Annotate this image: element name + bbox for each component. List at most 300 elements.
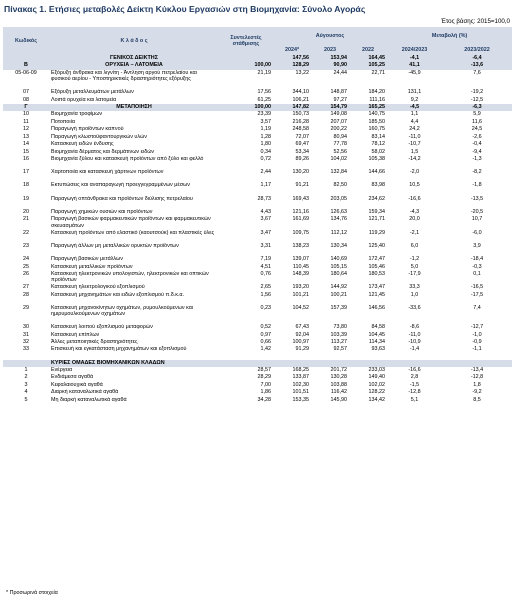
row-code: 21 (3, 216, 49, 229)
row-change-2023-2022: -1,1 (442, 346, 512, 359)
row-value-2023: 97,27 (311, 96, 349, 103)
row-weight: 0,23 (219, 305, 273, 324)
row-value-2023: 134,76 (311, 216, 349, 229)
row-value-2024: 91,29 (273, 346, 311, 359)
row-weight: 1,17 (219, 182, 273, 195)
table-row (3, 324, 512, 331)
row-change-2023-2022: -12,5 (442, 96, 512, 103)
table-row (3, 195, 512, 208)
row-code: 29 (3, 305, 49, 324)
header-2022: 2022 (349, 46, 387, 55)
row-value-2023: 104,02 (311, 155, 349, 168)
row-label: Κατασκευή λοιπού εξοπλισμού μεταφορών (49, 324, 219, 331)
table-row (3, 256, 512, 263)
row-change-2023-2022: 7,6 (442, 70, 512, 89)
row-change-2024-2023: -2,0 (387, 169, 442, 182)
row-label: ΟΡΥΧΕΙΑ – ΛΑΤΟΜΕΙΑ (49, 62, 219, 69)
row-change-2024-2023: -1,5 (387, 381, 442, 388)
row-change-2023-2022: -19,2 (442, 89, 512, 96)
row-value-2024: 13,22 (273, 70, 311, 89)
row-code: 31 (3, 331, 49, 338)
row-value-2023: 140,69 (311, 256, 349, 263)
row-weight: 1,56 (219, 291, 273, 304)
row-weight: 0,97 (219, 331, 273, 338)
row-value-2022: 233,03 (349, 367, 387, 374)
row-value-2023: 180,64 (311, 271, 349, 284)
row-change-2024-2023: -45,9 (387, 70, 442, 89)
row-value-2022: 160,75 (349, 126, 387, 133)
row-value-2024: 89,26 (273, 155, 311, 168)
row-weight: 4,51 (219, 263, 273, 270)
row-weight: 28,29 (219, 374, 273, 381)
row-label: ΓΕΝΙΚΟΣ ΔΕΙΚΤΗΣ (49, 55, 219, 62)
row-label: Διαρκή καταναλωτικά αγαθά (49, 389, 219, 396)
row-label: Βιομηχανία τροφίμων (49, 111, 219, 118)
row-weight: 1,19 (219, 126, 273, 133)
row-label: Βιομηχανία ξύλου και κατασκευή προϊόντων από ξύλο και φελλό (49, 155, 219, 168)
row-value-2022: 125,40 (349, 243, 387, 256)
row-weight: 28,73 (219, 195, 273, 208)
row-change-2024-2023: 1,0 (387, 291, 442, 304)
row-value-2024: 150,73 (273, 111, 311, 118)
row-value-2024: 147,56 (273, 55, 311, 62)
table-row (3, 339, 512, 346)
row-code: 14 (3, 141, 49, 148)
row-code (3, 55, 49, 62)
row-change-2024-2023: 10,5 (387, 182, 442, 195)
row-code: 24 (3, 256, 49, 263)
row-value-2022: 83,98 (349, 182, 387, 195)
row-value-2022: 180,53 (349, 271, 387, 284)
row-value-2022: 83,14 (349, 133, 387, 140)
base-year-note: Έτος βάσης: 2015=100,0 (440, 18, 510, 25)
row-change-2024-2023: -17,9 (387, 271, 442, 284)
row-code: 32 (3, 339, 49, 346)
row-code: 23 (3, 243, 49, 256)
row-change-2024-2023: -11,0 (387, 133, 442, 140)
row-value-2024: 100,97 (273, 339, 311, 346)
row-label: Κεφαλαιουχικά αγαθά (49, 381, 219, 388)
row-value-2024: 109,75 (273, 229, 311, 242)
row-value-2023: 126,63 (311, 209, 349, 216)
row-value-2024: 102,30 (273, 381, 311, 388)
row-weight: 0,72 (219, 155, 273, 168)
table-row (3, 96, 512, 103)
row-value-2022: 159,34 (349, 209, 387, 216)
row-code: 2 (3, 374, 49, 381)
table-row (3, 284, 512, 291)
header-august: Αύγουστος (273, 27, 387, 46)
row-weight: 0,52 (219, 324, 273, 331)
row-code (3, 359, 49, 366)
row-change-2023-2022: 7,4 (442, 305, 512, 324)
table-row (3, 396, 512, 403)
row-label: Παραγωγή κλωστοϋφαντουργικών υλών (49, 133, 219, 140)
row-value-2022: 102,02 (349, 381, 387, 388)
row-value-2022: 165,25 (349, 104, 387, 111)
row-change-2023-2022: -13,6 (442, 62, 512, 69)
row-label: Κατασκευή προϊόντων από ελαστικό (καουτσούκ) και πλαστικές ύλες (49, 229, 219, 242)
row-change-2023-2022: -2,6 (442, 133, 512, 140)
row-change-2023-2022: 1,8 (442, 381, 512, 388)
row-value-2023: 82,50 (311, 182, 349, 195)
row-value-2022: 184,20 (349, 89, 387, 96)
row-value-2023: 130,34 (311, 243, 349, 256)
row-label: Λοιπά ορυχεία και λατομεία (49, 96, 219, 103)
row-value-2022: 146,56 (349, 305, 387, 324)
row-label: Παραγωγή οπτάνθρακα και προϊόντων διύλισης πετρελαίου (49, 195, 219, 208)
header-change: Μεταβολή (%) (387, 27, 512, 46)
row-change-2023-2022: -20,5 (442, 209, 512, 216)
row-value-2022: 119,29 (349, 229, 387, 242)
row-code: 08 (3, 96, 49, 103)
row-weight: 0,66 (219, 339, 273, 346)
row-weight: 4,43 (219, 209, 273, 216)
table-row (3, 126, 512, 133)
row-value-2023: 80,94 (311, 133, 349, 140)
row-value-2022: 121,45 (349, 291, 387, 304)
row-weight: 1,80 (219, 141, 273, 148)
row-value-2022: 185,50 (349, 118, 387, 125)
turnover-table (3, 27, 512, 404)
summary-row (3, 55, 512, 62)
row-label: Μη διαρκή καταναλωτικά αγαθά (49, 396, 219, 403)
header-2024: 2024* (273, 46, 311, 55)
row-code: 12 (3, 126, 49, 133)
row-value-2024: 344,10 (273, 89, 311, 96)
row-change-2023-2022: -17,5 (442, 291, 512, 304)
table-row (3, 305, 512, 324)
row-weight: 61,25 (219, 96, 273, 103)
row-weight: 23,39 (219, 111, 273, 118)
row-value-2023: 116,42 (311, 389, 349, 396)
row-change-2023-2022: -0,9 (442, 339, 512, 346)
row-label: Εξόρυξη μεταλλευμάτων μετάλλων (49, 89, 219, 96)
row-value-2024: 133,87 (273, 374, 311, 381)
row-change-2024-2023: 6,0 (387, 243, 442, 256)
row-code: 30 (3, 324, 49, 331)
row-label: ΚΥΡΙΕΣ ΟΜΑΔΕΣ ΒΙΟΜΗΧΑΝΙΚΩΝ ΚΛΑΔΩΝ (49, 359, 219, 366)
row-value-2022: 58,02 (349, 148, 387, 155)
row-value-2023: 77,78 (311, 141, 349, 148)
row-value-2024: 248,58 (273, 126, 311, 133)
row-code: 17 (3, 169, 49, 182)
row-value-2022: 105,25 (349, 62, 387, 69)
row-change-2023-2022: -12,7 (442, 324, 512, 331)
row-value-2023: 92,57 (311, 346, 349, 359)
row-value-2022: 78,12 (349, 141, 387, 148)
row-value-2022: 84,58 (349, 324, 387, 331)
header-2023: 2023 (311, 46, 349, 55)
row-change-2024-2023: 33,3 (387, 284, 442, 291)
row-value-2023: 203,05 (311, 195, 349, 208)
row-value-2023: 130,28 (311, 374, 349, 381)
table-row (3, 148, 512, 155)
row-code: 05-06-09 (3, 70, 49, 89)
row-value-2024: 92,04 (273, 331, 311, 338)
row-change-2023-2022: 3,9 (442, 243, 512, 256)
row-value-2024: 130,20 (273, 169, 311, 182)
row-code: 13 (3, 133, 49, 140)
row-change-2024-2023: -1,2 (387, 256, 442, 263)
table-row (3, 346, 512, 359)
row-change-2023-2022: -1,3 (442, 155, 512, 168)
row-weight: 100,00 (219, 104, 273, 111)
row-code: 15 (3, 148, 49, 155)
row-value-2023: 24,44 (311, 70, 349, 89)
row-value-2023: 149,08 (311, 111, 349, 118)
row-weight: 7,19 (219, 256, 273, 263)
row-value-2023: 207,07 (311, 118, 349, 125)
row-value-2024: 153,35 (273, 396, 311, 403)
row-value-2022: 121,71 (349, 216, 387, 229)
row-value-2023: 145,90 (311, 396, 349, 403)
row-change-2023-2022: -16,5 (442, 284, 512, 291)
row-change-2023-2022 (442, 359, 512, 366)
row-label: Παραγωγή χημικών ουσιών και προϊόντων (49, 209, 219, 216)
row-label: Παραγωγή βασικών μετάλλων (49, 256, 219, 263)
row-value-2023: 112,12 (311, 229, 349, 242)
row-value-2023: 103,88 (311, 381, 349, 388)
row-code: 4 (3, 389, 49, 396)
table-row (3, 182, 512, 195)
row-weight: 7,00 (219, 381, 273, 388)
row-value-2023: 157,39 (311, 305, 349, 324)
table-row (3, 263, 512, 270)
row-value-2022: 111,16 (349, 96, 387, 103)
row-value-2023: 90,90 (311, 62, 349, 69)
row-value-2023: 200,22 (311, 126, 349, 133)
table-row (3, 271, 512, 284)
row-label: Κατασκευή επίπλων (49, 331, 219, 338)
row-value-2022: 173,47 (349, 284, 387, 291)
row-change-2023-2022: -9,4 (442, 148, 512, 155)
row-weight (219, 55, 273, 62)
row-value-2024: 139,07 (273, 256, 311, 263)
row-value-2022 (349, 359, 387, 366)
row-label: Εκτυπώσεις και αναπαραγωγή προεγγεγραμμένων μέσων (49, 182, 219, 195)
header-branches: Κ λ ά δ ο ς (49, 27, 219, 55)
row-code: 19 (3, 195, 49, 208)
row-value-2024: 148,39 (273, 271, 311, 284)
row-change-2024-2023: -16,6 (387, 195, 442, 208)
row-label: Εξόρυξη άνθρακα και λιγνίτη - Άντληση αργού πετρελαίου και φυσικού αερίου - Υποστηρικτικές δραστηριότητες εξόρυξης (49, 70, 219, 89)
row-change-2023-2022: -6,4 (442, 55, 512, 62)
row-value-2022: 22,71 (349, 70, 387, 89)
row-code: 26 (3, 271, 49, 284)
row-code: 28 (3, 291, 49, 304)
row-weight: 28,57 (219, 367, 273, 374)
table-row (3, 141, 512, 148)
row-code: 10 (3, 111, 49, 118)
row-change-2023-2022: -13,4 (442, 367, 512, 374)
row-label: Παραγωγή προϊόντων καπνού (49, 126, 219, 133)
row-code: 20 (3, 209, 49, 216)
row-weight: 2,65 (219, 284, 273, 291)
row-change-2024-2023: -10,9 (387, 339, 442, 346)
row-value-2022: 140,75 (349, 111, 387, 118)
row-value-2024: 147,82 (273, 104, 311, 111)
row-change-2023-2022: 11,6 (442, 118, 512, 125)
row-weight: 3,57 (219, 118, 273, 125)
row-value-2023: 103,39 (311, 331, 349, 338)
row-change-2023-2022: 10,7 (442, 216, 512, 229)
row-label: Κατασκευή ηλεκτρολογικού εξοπλισμού (49, 284, 219, 291)
row-change-2023-2022: 24,5 (442, 126, 512, 133)
summary-row (3, 104, 512, 111)
row-value-2023: 201,72 (311, 367, 349, 374)
row-value-2024: 193,20 (273, 284, 311, 291)
row-change-2023-2022: -6,3 (442, 104, 512, 111)
table-row (3, 209, 512, 216)
row-value-2022: 144,66 (349, 169, 387, 182)
row-change-2023-2022: -18,4 (442, 256, 512, 263)
table-row (3, 155, 512, 168)
row-code: 16 (3, 155, 49, 168)
row-label: Βιομηχανία δέρματος και δερμάτινων ειδών (49, 148, 219, 155)
row-value-2022: 128,22 (349, 389, 387, 396)
row-weight: 100,00 (219, 62, 273, 69)
table-row (3, 229, 512, 242)
row-change-2024-2023: 1,1 (387, 111, 442, 118)
footnote: * Προσωρινά στοιχεία (6, 590, 58, 596)
row-weight: 3,67 (219, 216, 273, 229)
row-code: 07 (3, 89, 49, 96)
row-label: Χαρτοποιία και κατασκευή χάρτινων προϊόντων (49, 169, 219, 182)
row-change-2024-2023: -11,0 (387, 331, 442, 338)
row-value-2024: 138,23 (273, 243, 311, 256)
header-code: Κωδικός (3, 27, 49, 55)
row-value-2022: 93,63 (349, 346, 387, 359)
row-change-2024-2023: 5,0 (387, 263, 442, 270)
row-value-2022: 104,45 (349, 331, 387, 338)
row-value-2022: 164,45 (349, 55, 387, 62)
row-code: 33 (3, 346, 49, 359)
row-change-2023-2022: -0,3 (442, 263, 512, 270)
row-label: ΜΕΤΑΠΟΙΗΣΗ (49, 104, 219, 111)
table-row (3, 381, 512, 388)
row-label: Παραγωγή άλλων μη μεταλλικών ορυκτών προϊόντων (49, 243, 219, 256)
row-label: Επισκευή και εγκατάσταση μηχανημάτων και εξοπλισμού (49, 346, 219, 359)
row-label: Κατασκευή μεταλλικών προϊόντων (49, 263, 219, 270)
row-value-2024: 69,47 (273, 141, 311, 148)
row-label: Παραγωγή βασικών φαρμακευτικών προϊόντων και φαρμακευτικών σκευασμάτων (49, 216, 219, 229)
row-change-2024-2023: -10,7 (387, 141, 442, 148)
row-label: Κατασκευή ηλεκτρονικών υπολογιστών, ηλεκτρονικών και οπτικών προϊόντων (49, 271, 219, 284)
row-label: Ενέργεια (49, 367, 219, 374)
row-value-2024: 91,21 (273, 182, 311, 195)
group-header-row (3, 359, 512, 366)
row-value-2024: 169,43 (273, 195, 311, 208)
row-code: 3 (3, 381, 49, 388)
row-value-2023 (311, 359, 349, 366)
row-change-2023-2022: -9,2 (442, 389, 512, 396)
row-value-2023: 144,92 (311, 284, 349, 291)
row-value-2022: 234,62 (349, 195, 387, 208)
row-change-2023-2022: -12,8 (442, 374, 512, 381)
row-change-2024-2023: -8,6 (387, 324, 442, 331)
header-weights: Συντελεστές στάθμισης (219, 27, 273, 55)
row-weight: 1,28 (219, 133, 273, 140)
row-value-2023: 113,27 (311, 339, 349, 346)
row-change-2024-2023: 2,8 (387, 374, 442, 381)
row-code: B (3, 62, 49, 69)
row-value-2023: 132,84 (311, 169, 349, 182)
row-change-2024-2023: 131,1 (387, 89, 442, 96)
row-value-2023: 100,21 (311, 291, 349, 304)
table-row (3, 70, 512, 89)
row-code: 25 (3, 263, 49, 270)
row-weight: 17,56 (219, 89, 273, 96)
row-change-2024-2023: 1,5 (387, 148, 442, 155)
row-change-2024-2023: 20,0 (387, 216, 442, 229)
table-row (3, 367, 512, 374)
row-weight: 0,34 (219, 148, 273, 155)
row-value-2024: 128,29 (273, 62, 311, 69)
row-change-2024-2023: -4,1 (387, 55, 442, 62)
table-row (3, 374, 512, 381)
row-label: Κατασκευή μηχανημάτων και ειδών εξοπλισμού π.δ.κ.α. (49, 291, 219, 304)
table-body (3, 55, 512, 404)
row-change-2024-2023: 41,1 (387, 62, 442, 69)
table-row (3, 243, 512, 256)
row-code: 1 (3, 367, 49, 374)
row-value-2022: 105,46 (349, 263, 387, 270)
row-label: Ενδιάμεσα αγαθά (49, 374, 219, 381)
row-change-2024-2023: 24,2 (387, 126, 442, 133)
row-change-2023-2022: -8,2 (442, 169, 512, 182)
row-change-2024-2023: 4,4 (387, 118, 442, 125)
row-value-2023: 148,87 (311, 89, 349, 96)
table-title: Πίνακας 1. Ετήσιες μεταβολές Δείκτη Κύκλου Εργασιών στη Βιομηχανία: Σύνολο Αγοράς (4, 4, 366, 14)
header-change-2023-2022: 2023/2022 (442, 46, 512, 55)
table-row (3, 331, 512, 338)
row-value-2023: 153,94 (311, 55, 349, 62)
row-label: Άλλες μεταποιητικές δραστηριότητες (49, 339, 219, 346)
row-value-2023: 154,79 (311, 104, 349, 111)
row-value-2024: 216,28 (273, 118, 311, 125)
row-weight: 3,47 (219, 229, 273, 242)
table-row (3, 133, 512, 140)
row-change-2024-2023: -4,3 (387, 209, 442, 216)
row-weight: 21,19 (219, 70, 273, 89)
row-change-2024-2023: -1,4 (387, 346, 442, 359)
row-change-2023-2022: 0,1 (442, 271, 512, 284)
row-change-2024-2023: 5,1 (387, 396, 442, 403)
table-row (3, 89, 512, 96)
row-weight: 2,44 (219, 169, 273, 182)
row-value-2024: 161,69 (273, 216, 311, 229)
row-change-2024-2023: -4,5 (387, 104, 442, 111)
row-label: Ποτοποιία (49, 118, 219, 125)
row-weight: 1,86 (219, 389, 273, 396)
row-change-2023-2022: -0,4 (442, 141, 512, 148)
summary-row (3, 62, 512, 69)
row-change-2023-2022: -1,0 (442, 331, 512, 338)
row-change-2024-2023: -2,1 (387, 229, 442, 242)
row-value-2022: 114,34 (349, 339, 387, 346)
row-code: 22 (3, 229, 49, 242)
table-row (3, 118, 512, 125)
row-change-2023-2022: 5,9 (442, 111, 512, 118)
row-weight: 34,28 (219, 396, 273, 403)
table-row (3, 291, 512, 304)
row-code: Γ (3, 104, 49, 111)
row-value-2023: 105,15 (311, 263, 349, 270)
row-label: Κατασκευή μηχανοκίνητων οχημάτων, ρυμουλκούμενων και ημιρυμουλκούμενων οχημάτων (49, 305, 219, 324)
row-value-2024: 121,16 (273, 209, 311, 216)
row-change-2024-2023 (387, 359, 442, 366)
